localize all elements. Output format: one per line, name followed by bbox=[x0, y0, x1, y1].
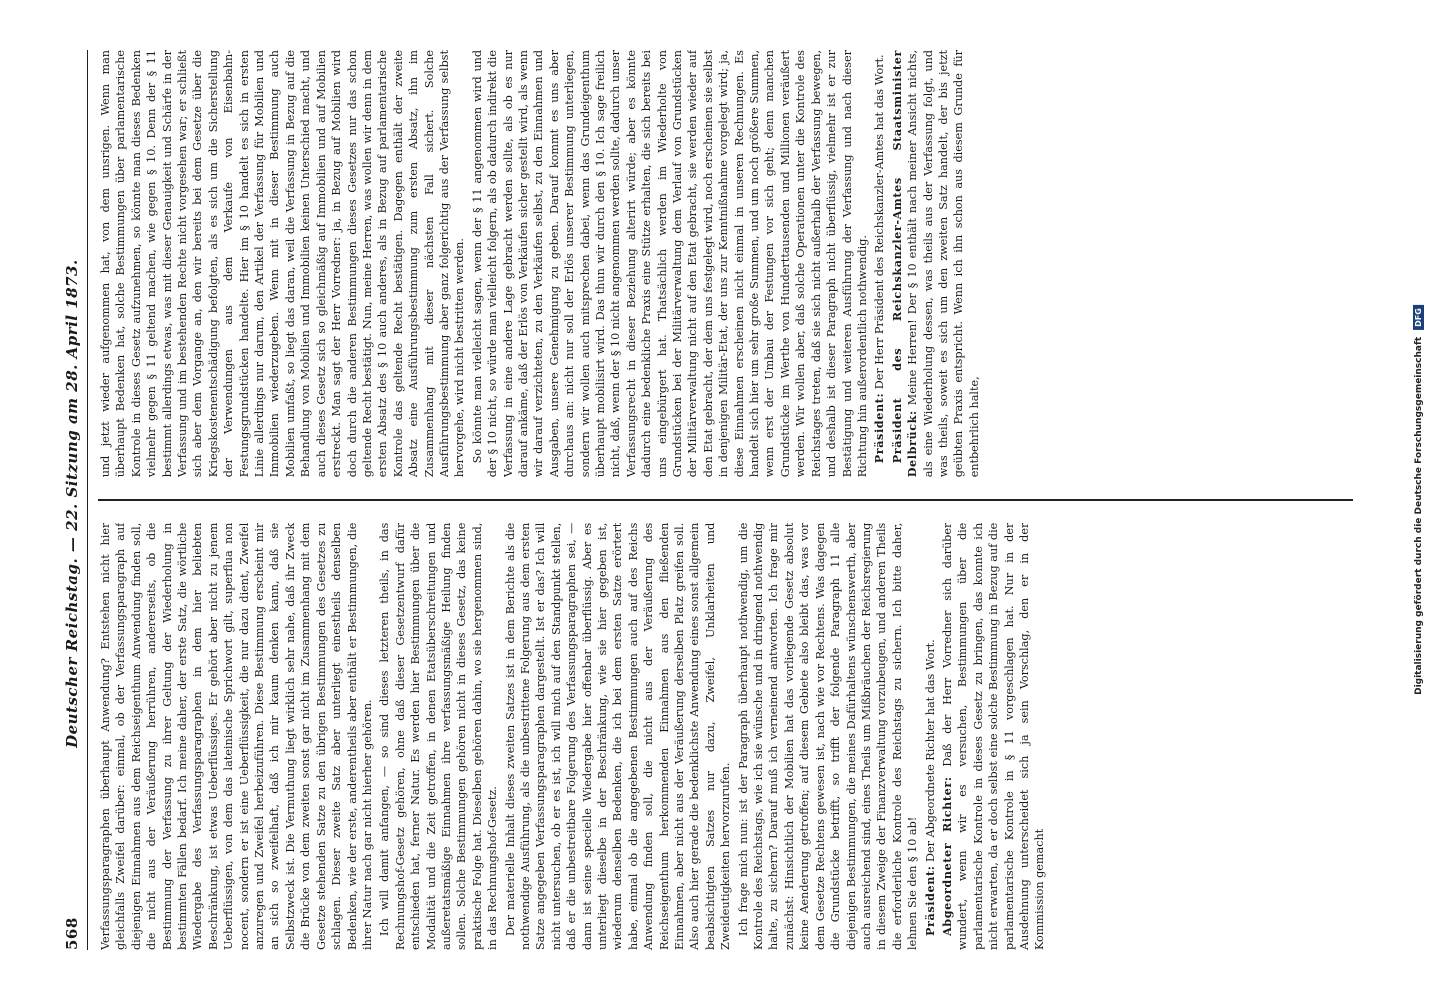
paragraph: Der materielle Inhalt dieses zweiten Satzes ist in dem Berichte als die nothwendige Ausführung, als die unbestrittene Folgerung aus dem ersten Satze angegeben Verfassungsparagraphen dargestellt. Ist er das? Ich will nicht untersuchen, ob er es ist, ich will mich auf den Standpunkt stellen, daß er die unbestreitbare Folgerung des Verfassungsparagraphen sei, — dann ist seine specielle Wiedergabe hier offenbar überflüssig. Aber es unterliegt dieselbe in der Beschränkung, wie sie hier gegeben ist, wiederum denselben Bedenken, die ich bei dem ersten Satze erörtert habe, einmal ob die angegebenen Bestimmungen auch auf des Reichs Anwendung finden soll, die nicht aus der Veräußerung des Reichseigenthum herkommenden Einnahmen aus den fließenden Einnahmen, aber nicht aus der Veräußerung derselben Platz greifen soll. Also auch hier gerade die bedenklichste Anwendung eines sonst allgemein beabsichtigten Satzes nur dazu, Zweifel, Unklarheiten und Zweideutigkeiten hervorzurufen. bbox=[503, 522, 733, 950]
speech-text: Der Herr Präsident des Reichskanzler-Amtes hat das Wort. bbox=[873, 54, 887, 390]
speech-text: Daß der Herr Vorredner sich darüber wundert, wenn wir es versuchen, Bestimmungen über die parlamentarische Kontrole in dieses Gesetz zu bringen, das konnte ich nicht erwarten, da er doch selbst eine solche Bestimmung in Bezug auf die parlamentarische Kontrole in § 11 vorgeschlagen hat. Nur in der Ausdehnung unterscheidet sich ja sein Vorschlag, den er in der Kommission gemacht bbox=[940, 522, 1047, 950]
speech-paragraph bbox=[940, 523, 1048, 950]
speaker-name: Präsident: bbox=[922, 865, 937, 936]
digitization-credit bbox=[1413, 305, 1424, 695]
paragraph: Verfassungsparagraphen überhaupt Anwendung? Entstehen nicht hier gleichfalls Zweifel darüber: einmal, ob der Verfassungsparagraph auf diejenigen Einnahmen aus dem Reichseigenthum Anwendung finden soll, die nicht aus der Veräußerung herrühren, andererseits, ob die Bestimmung der Verfassung zu ihrer Geltung der Wiederholung in bestimmten Fällen bedarf. Ich meine daher, der erste Satz, die wörtliche Wiedergabe des Verfassungsparagraphen in dem hier beliebten Beschränkung, ist etwas Ueberflüssiges. Er gehört aber nicht zu jenem Ueberflüssigen, von dem das lateinische Sprichwort gilt, superflua non nocent, sondern er ist eine Ueberflüssigkeit, die nur dazu dient, Zweifel anzuregen und Zweifel herbeizuführen. Diese Bestimmung erscheint mir an sich so zweifelhaft, daß ich mir kaum denken kann, daß sie Selbstzweck ist. Die Vermuthung liegt wirklich sehr nahe, daß ihr Zweck die Brücke von dem zweiten sonst gar nicht im Zusammenhang mit dem Gesetze stehenden Satze zu den übrigen Bestimmungen des Gesetzes zu schlagen. Dieser zweite Satz aber unterliegt einestheils denselben Bedenken, wie der erste, anderentheils aber enthält er Bestimmungen, die ihrer Natur nach gar nicht hierher gehören. bbox=[99, 522, 374, 950]
paragraph: und jetzt wieder aufgenommen hat, von dem unsrigen. Wenn man überhaupt Bedenken hat, solche Bestimmungen über parlamentarische Kontrole in dieses Gesetz aufzunehmen, so könnte man dieses Bedenken vielmehr gegen § 11 geltend machen, wie gegen § 10. Denn der § 11 bestimmt allerdings etwas, was mit dieser Genauigkeit und Schärfe in der Verfassung und im bestehenden Rechte nicht vorgesehen war; er schließt sich aber dem Vorgange an, den wir bereits bei dem Gesetze über die Kriegskostenentschädigung befolgten, als es sich um die Sicherstellung der Verwendungen aus dem Verkaufe von Eisenbahn-Festungsgrundstücken handelte. Hier im § 10 handelt es sich in ersten Linie allerdings nur darum, den Artikel der Verfassung für Mobilien und Immobilien wiederzugeben. Wenn mit in dieser Bestimmung auch Mobilien umfaßt, so liegt das daran, weil die Verfassung in Bezug auf die Behandlung von Mobilien und Immobilien keinen Unterschied macht, und auch dieses Gesetz sich so gleichmäßig auf Immobilien und auf Mobilien erstreckt. Man sagt der Herr Vorredner: ja, in Bezug auf Mobilien wird doch durch die anderen Bestimmungen dieses Gesetzes nur das schon geltende Recht bestätigt. Nun, meine Herren, was wollen wir denn in dem ersten Absatz des § 10 auch anderes, als in Bezug auf parlamentarische Kontrole das geltende Recht bestätigen. Dagegen enthält der zweite Absatz eine Ausführungsbestimmung zum ersten Absatz, ihn im Zusammenhang mit dieser nächsten Fall sichert. Solche Ausführungsbestimmung aber ganz folgerichtig aus der Verfassung selbst hervorgehe, wird nicht bestritten werden. bbox=[99, 50, 467, 478]
document-page bbox=[41, 20, 1391, 980]
speech-intro bbox=[872, 50, 887, 477]
text-columns bbox=[98, 50, 1353, 950]
speaker-name: Präsident: bbox=[872, 392, 887, 464]
paragraph: So könnte man vielleicht sagen, wenn der § 11 angenommen wird und der § 10 nicht, so würde man vielleicht folgern, als ob dadurch indirekt die Verfassung in eine andere Lage gebracht werden sollte, als ob es nur darauf ankäme, daß der Erlös von Verkäufen sicher gestellt wird, als wenn wir darauf verzichteten, zu den Verkäufen selbst, zu den Einnahmen und Ausgaben, unsere Genehmigung zu geben. Darauf kommt es uns aber durchaus an: nicht nur soll der Erlös unserer Bestimmung unterliegen, sondern wir wollen auch mitsprechen dabei, wenn das Grundeigenthum überhaupt mobilisirt wird. Das thun wir durch den § 10. Ich sage freilich nicht, daß, wenn der § 10 nicht angenommen werden sollte, dadurch unser Verfassungsrecht in dieser Beziehung alterirt würde; aber es könnte dadurch eine bedenkliche Praxis eine Stütze erhalten, die sich bereits bei uns eingebürgert hat. Thatsächlich werden im Wiederholte von Grundstücken bei der Militärverwaltung dem Verlauf von Grundstücken der Militärverwaltung nicht auf den Etat gebracht, sie werden wieder auf den Etat gebracht, der dem uns festgelegt wird, noch erscheinen sie selbst in denjenigen Militär-Etat, der uns zur Kenntnißnahme vorgelegt wird; ja, diese Einnahmen erscheinen nicht einmal in unseren Rechnungen. Es handelt sich hier um sehr große Summen, und um noch größere Summen, wenn erst der Umbau der Festungen vor sich geht; denn manchen Grundstücke im Werthe von Hunderttausenden und Millionen veräußert werden. Wir wollen aber, daß solche Operationen unter die Kontrole des Reichstages treten, daß sie sich nicht außerhalb der Verfassung bewegen, und deshalb ist dieser Paragraph nicht überflüssig, vielmehr ist er zur Bestätigung und weiteren Ausführung der Verfassung und nach dieser Richtung hin außerordentlich nothwendig. bbox=[470, 50, 869, 478]
paragraph: Ich frage mich nun: ist der Paragraph überhaupt nothwendig, um die Kontrole des Reichstags, wie ich sie wünsche und in dringend nothwendig halte, zu sichern? Darauf muß ich verneinend antworten. Ich frage mir zunächst: Hinsichtlich der Mobilien hat das vorliegende Gesetz absolut keine Aenderung getroffen; auf diesem Gebiete also bleibt das, was vor dem Gesetze Rechtens gewesen ist, nach wie vor Rechtens. Was dagegen die Grundstücke betrifft, so trifft der folgende Paragraph 11 alle diejenigen Bestimmungen, die meines Dafürhaltens wünschenswerth, aber auch ausreichend sind, eines Theils um Mißbräuchen der Reichsregierung in diesem Zweige der Finanzverwaltung vorzubeugen, und anderen Theils die erforderliche Kontrole des Reichstags zu sichern. Ich bitte daher, lehnen Sie den § 10 ab! bbox=[736, 522, 920, 950]
column-divider bbox=[98, 499, 1353, 500]
speaker-name: Abgeordneter Richter: bbox=[939, 776, 954, 936]
page-number: 568 bbox=[63, 917, 81, 950]
digitization-note bbox=[1408, 0, 1428, 1000]
speech-paragraph bbox=[890, 50, 982, 477]
speech-text: Meine Herren! Der § 10 enthält nach meiner Ansicht nichts, als eine Wiederholung dessen, was theils aus der Verfassung folgt, und was theils, soweit es sich um den zweiten Satz handelt, der bis jetzt geübten Praxis entspricht. Wenn ich ihn schon aus diesem Grunde für entbehrlich halte, bbox=[906, 50, 981, 478]
page-header bbox=[63, 50, 88, 950]
left-column bbox=[98, 523, 1353, 950]
right-column bbox=[98, 50, 1353, 477]
speaker-name: Präsident des Reichskanzler-Amtes Staatsminister Delbrück: bbox=[889, 50, 920, 478]
credit-text: Digitalisierung gefördert durch die Deutsche Forschungsgemeinschaft bbox=[1413, 336, 1424, 695]
dfg-logo: DFG bbox=[1413, 305, 1424, 330]
speech-intro bbox=[923, 523, 938, 950]
speech-text: Der Abgeordnete Richter hat das Wort. bbox=[923, 639, 937, 862]
paragraph: Ich will damit anfangen, — so sind dieses letzteren theils, in das Rechnungshof-Gesetz gehören, ohne daß dieser Gesetzentwurf dafür entschieden hat, ferner Natur. Es werden hier Bestimmungen über die Modalität und die Zeit getroffen, in denen Etatsüberschreitungen und außeretatsmäßige Einnahmen ihre verfassungsmäßige Heilung finden sollen. Solche Bestimmungen gehören nicht in dieses Gesetz, das keine praktische Folge hat. Dieselben gehören dahin, wo sie hergenommen sind, in das Rechnungshof-Gesetz. bbox=[378, 522, 500, 950]
running-title: Deutscher Reichstag. — 22. Sitzung am 28. April 1873. bbox=[63, 259, 81, 748]
